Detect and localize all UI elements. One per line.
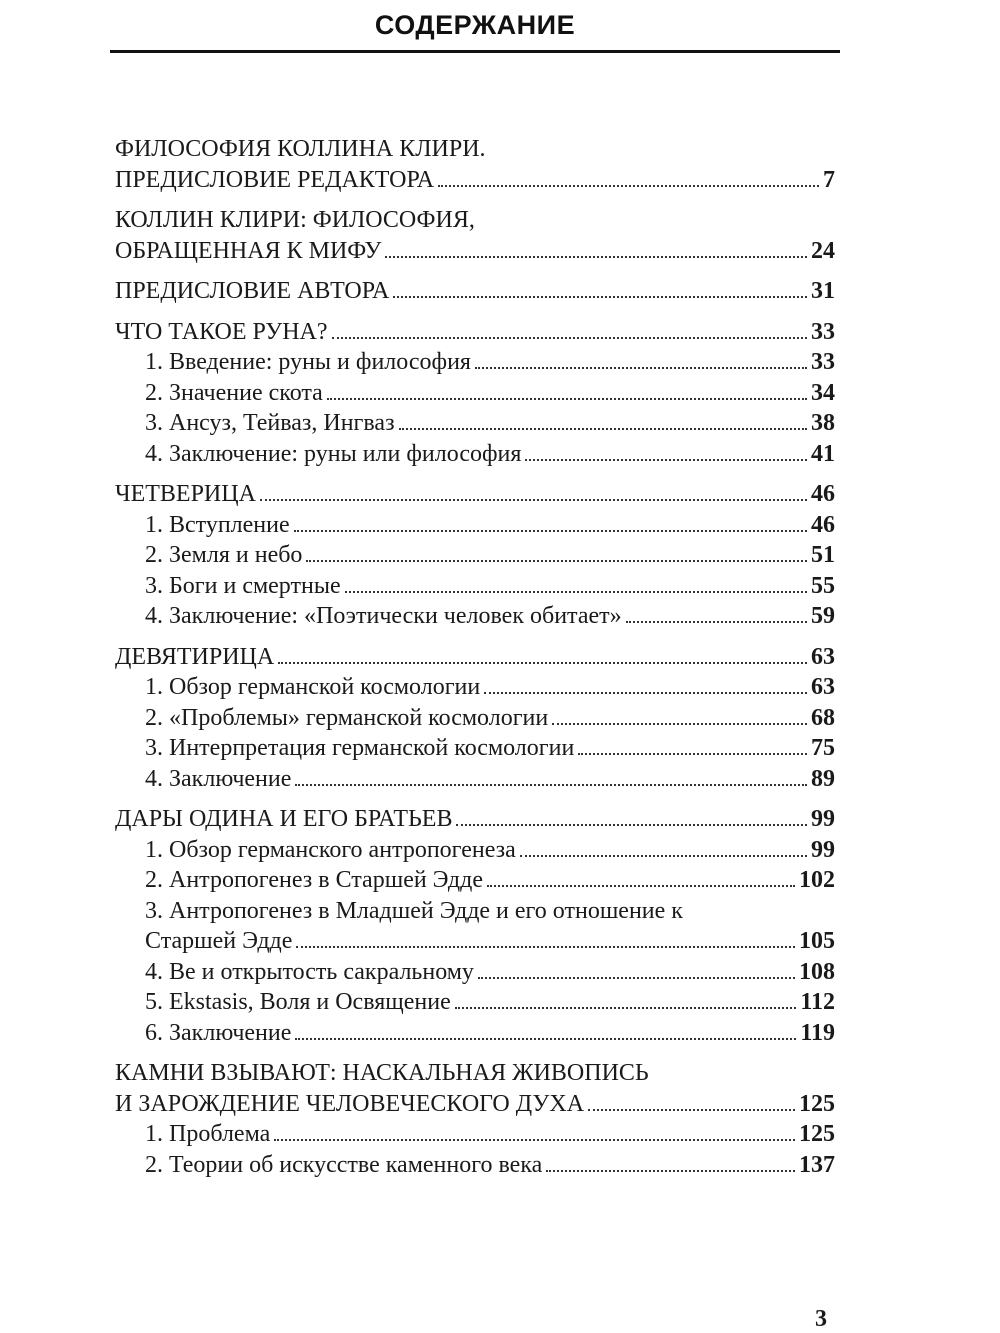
dot-leader (588, 1109, 795, 1111)
dot-leader (475, 367, 807, 369)
toc-entry-page: 99 (811, 836, 835, 863)
toc-subsection-line[interactable] (115, 1152, 835, 1183)
toc-entry-title: 2. Теории об искусстве каменного века (145, 1151, 543, 1178)
dot-leader (399, 428, 807, 430)
toc-section (115, 136, 835, 197)
toc-subsection-line[interactable] (115, 603, 835, 634)
dot-leader (385, 256, 807, 258)
toc-entry-title: 3. Боги и смертные (145, 572, 341, 599)
dot-leader (260, 499, 807, 501)
toc-entry-title: ПРЕДИСЛОВИЕ АВТОРА (115, 278, 390, 304)
toc-entry-title: 3. Интерпретация германской космологии (145, 735, 575, 761)
toc-entry-page: 7 (823, 166, 835, 193)
dot-leader (345, 591, 807, 593)
toc-entry-title: ОБРАЩЕННАЯ К МИФУ (115, 237, 382, 264)
toc-entry-title: 4. Ве и открытость сакральному (145, 958, 474, 985)
toc-entry-title: 1. Введение: руны и философия (145, 349, 471, 375)
toc-entry-page: 31 (811, 278, 835, 304)
toc-entry-title: ПРЕДИСЛОВИЕ РЕДАКТОРА (115, 166, 435, 193)
toc-entry-title: 1. Обзор германской космологии (145, 674, 481, 700)
toc-subsection-line[interactable] (115, 837, 835, 868)
toc-entry-title: ДАРЫ ОДИНА И ЕГО БРАТЬЕВ (115, 806, 453, 832)
toc-subsection-line[interactable] (115, 1121, 835, 1152)
dot-leader (294, 530, 807, 532)
toc-subsection-line[interactable] (115, 766, 835, 797)
toc-subsection-line[interactable] (115, 705, 835, 736)
toc-entry-page: 24 (811, 237, 835, 264)
toc-entry-page: 63 (811, 643, 835, 670)
toc-entry-page: 112 (800, 989, 835, 1015)
toc-entry-page: 105 (799, 928, 835, 954)
toc-entry-page: 99 (811, 806, 835, 832)
dot-leader (626, 621, 807, 623)
toc-entry-page: 68 (811, 704, 835, 731)
table-of-contents (115, 136, 835, 1192)
toc-entry-page: 119 (800, 1019, 835, 1046)
toc-section (115, 806, 835, 1050)
toc-entry-title: ДЕВЯТИРИЦА (115, 643, 275, 670)
dot-leader (438, 185, 819, 187)
toc-entry-page: 125 (799, 1121, 835, 1147)
toc-entry-title: ФИЛОСОФИЯ КОЛЛИНА КЛИРИ. (115, 136, 486, 162)
toc-subsection-line[interactable] (115, 674, 835, 705)
dot-leader (520, 855, 807, 857)
title-rule (110, 50, 840, 53)
toc-subsection-line[interactable] (115, 349, 835, 380)
dot-leader (295, 1038, 796, 1040)
toc-chapter-line[interactable] (115, 136, 835, 167)
page-title: СОДЕРЖАНИЕ (374, 10, 576, 40)
toc-subsection-line[interactable] (115, 989, 835, 1020)
toc-entry-page: 34 (811, 379, 835, 406)
toc-entry-page: 125 (799, 1090, 835, 1117)
toc-chapter-line[interactable] (115, 207, 835, 238)
toc-entry-title: 1. Проблема (145, 1121, 271, 1147)
toc-section (115, 278, 835, 309)
dot-leader (393, 296, 807, 298)
toc-subsection-line[interactable] (115, 898, 835, 929)
toc-entry-title: 1. Обзор германского антропогенеза (145, 836, 516, 863)
toc-section (115, 481, 835, 634)
toc-chapter-line[interactable] (115, 1091, 835, 1122)
toc-entry-title: 2. Значение скота (145, 379, 323, 406)
dot-leader (456, 824, 807, 826)
page-number: 3 (815, 1306, 827, 1332)
toc-chapter-line[interactable] (115, 806, 835, 837)
toc-entry-page: 38 (811, 410, 835, 436)
toc-subsection-line[interactable] (115, 542, 835, 573)
toc-chapter-line[interactable] (115, 481, 835, 512)
toc-subsection-line[interactable] (115, 573, 835, 604)
toc-entry-title: 2. Земля и небо (145, 542, 303, 568)
toc-entry-page: 75 (811, 735, 835, 761)
toc-entry-title: 4. Заключение: «Поэтически человек обитает» (145, 603, 622, 629)
toc-entry-title: 1. Вступление (145, 511, 290, 538)
toc-entry-title: КОЛЛИН КЛИРИ: ФИЛОСОФИЯ, (115, 207, 475, 233)
toc-entry-title: 3. Ансуз, Тейваз, Ингваз (145, 410, 395, 436)
toc-entry-title: 6. Заключение (145, 1019, 292, 1046)
toc-subsection-line[interactable] (115, 928, 835, 959)
toc-entry-page: 59 (811, 603, 835, 629)
toc-subsection-line[interactable] (115, 867, 835, 898)
toc-entry-title: КАМНИ ВЗЫВАЮТ: НАСКАЛЬНАЯ ЖИВОПИСЬ (115, 1060, 649, 1086)
dot-leader (295, 784, 807, 786)
toc-entry-title: ЧТО ТАКОЕ РУНА? (115, 318, 328, 345)
toc-entry-title: ЧЕТВЕРИЦА (115, 481, 256, 507)
dot-leader (278, 662, 807, 664)
toc-entry-page: 137 (799, 1151, 835, 1178)
toc-entry-page: 33 (811, 318, 835, 345)
toc-entry-title: 4. Заключение (145, 765, 292, 792)
toc-subsection-line[interactable] (115, 512, 835, 543)
toc-subsection-line[interactable] (115, 735, 835, 766)
toc-subsection-line[interactable] (115, 959, 835, 990)
dot-leader (487, 885, 795, 887)
dot-leader (578, 753, 807, 755)
toc-entry-page: 51 (811, 542, 835, 568)
dot-leader (478, 977, 795, 979)
toc-entry-title: И ЗАРОЖДЕНИЕ ЧЕЛОВЕЧЕСКОГО ДУХА (115, 1090, 585, 1117)
dot-leader (455, 1007, 797, 1009)
toc-entry-page: 41 (811, 440, 835, 467)
toc-chapter-line[interactable] (115, 278, 835, 309)
toc-section (115, 644, 835, 797)
toc-entry-title: 2. «Проблемы» германской космологии (145, 704, 549, 731)
toc-section (115, 319, 835, 472)
dot-leader (546, 1170, 795, 1172)
dot-leader (274, 1139, 795, 1141)
toc-entry-page: 108 (799, 958, 835, 985)
dot-leader (306, 560, 807, 562)
dot-leader (552, 723, 807, 725)
toc-entry-page: 33 (811, 349, 835, 375)
toc-entry-page: 89 (811, 765, 835, 792)
toc-subsection-line[interactable] (115, 410, 835, 441)
toc-section (115, 207, 835, 268)
toc-entry-page: 46 (811, 481, 835, 507)
toc-entry-page: 63 (811, 674, 835, 700)
toc-subsection-line[interactable] (115, 441, 835, 472)
toc-entry-title: 2. Антропогенез в Старшей Эдде (145, 867, 484, 893)
toc-section (115, 1060, 835, 1182)
toc-entry-page: 46 (811, 511, 835, 538)
toc-entry-title: 4. Заключение: руны или философия (145, 440, 522, 467)
toc-chapter-line[interactable] (115, 238, 835, 269)
dot-leader (525, 459, 807, 461)
toc-chapter-line[interactable] (115, 1060, 835, 1091)
toc-chapter-line[interactable] (115, 167, 835, 198)
dot-leader (296, 946, 795, 948)
toc-entry-page: 102 (799, 867, 835, 893)
toc-subsection-line[interactable] (115, 380, 835, 411)
toc-entry-title: 3. Антропогенез в Младшей Эдде и его отношение к (145, 897, 683, 924)
dot-leader (332, 337, 807, 339)
dot-leader (327, 398, 807, 400)
toc-entry-page: 55 (811, 572, 835, 599)
toc-subsection-line[interactable] (115, 1020, 835, 1051)
toc-chapter-line[interactable] (115, 644, 835, 675)
toc-chapter-line[interactable] (115, 319, 835, 350)
dot-leader (484, 692, 807, 694)
toc-entry-title: Старшей Эдде (145, 928, 293, 954)
toc-entry-title: 5. Ekstasis, Воля и Освящение (145, 989, 451, 1015)
